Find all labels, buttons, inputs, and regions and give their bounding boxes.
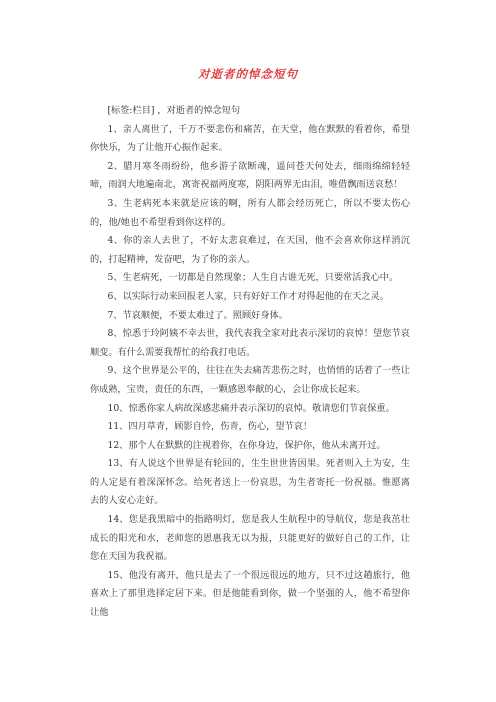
paragraph-5: 5、生老病死，一切都是自然现象；人生自古谁无死，只要常活我心中。 [107, 272, 399, 284]
paragraph-15: 15、他没有离开，他只是去了一个很远很远的地方，只不过这趟旅行，他喜欢上了那里选择定居下来。但是他能看到你，做一个坚强的人，他不希望你让他 [90, 569, 410, 619]
document-title: 对逝者的悼念短句 [198, 67, 298, 81]
paragraph-4: 4、你的亲人去世了，不好太悲哀难过，在天国，他不会喜欢你这样消沉的，打起精神，发奋吧，为了你的亲人。 [90, 235, 410, 265]
paragraph-14: 14、您是我黑暗中的指路明灯，您是我人生航程中的导航仪，您是我茁壮成长的阳光和水，老师您的恩惠我无以为报，只能更好的做好自己的工作，让您在天国为我祝福。 [90, 514, 410, 563]
paragraph-9: 9、这个世界是公平的，往往在失去痛苦悲伤之时，也悄悄的话着了一些让你成熟，宝贵，责任的东西，一颗感恩奉献的心，会让你成长起来。 [90, 365, 410, 395]
paragraph-8: 8、惊悉于玲阿姨不幸去世，我代表我全家对此表示深切的哀悼！望您节哀顺变。有什么需要我帮忙的给我打电话。 [90, 328, 410, 358]
paragraph-6: 6、以实际行动来回报老人家，只有好好工作才对得起他的在天之灵。 [107, 290, 389, 302]
paragraph-7: 7、节哀顺便，不要太难过了。照顾好身体。 [107, 309, 288, 321]
paragraph-2: 2、腊月寒冬雨纷纷，他乡游子欲断魂，遥问苍天何处去，细雨绵绵轻轻啼，雨润大地遍南北，寓寄祝福两度寒，阴阳两界无由泪，唯借飘雨送哀愁！ [90, 160, 410, 191]
paragraph-13: 13、有人说这个世界是有轮回的，生生世世皆因果。死者则入土为安，生的人定是有着深深怀念。给死者送上一份哀思，为生者寄托一份祝福。惟愿离去的人安心走好。 [90, 458, 410, 507]
document-body [90, 102, 410, 623]
paragraph-1: 1、亲人离世了，千万不要悲伤和痛苦，在天堂，他在默默的看着你，希望你快乐，为了让他开心振作起来。 [90, 123, 410, 154]
paragraph-12: 12、那个人在默默的注视着你，在你身边，保护你，他从未离开过。 [107, 439, 386, 451]
paragraph-intro: [标签:栏目] ，对逝者的悼念短句 [107, 105, 241, 116]
paragraph-10: 10、惊悉你家人病故深感悲痛并表示深切的哀悼。敬请您们节哀保重。 [107, 402, 395, 414]
paragraph-11: 11、四月草青，顾影自怜，伤青，伤心，望节哀！ [107, 421, 313, 433]
paragraph-3: 3、生老病死本来就是应该的啊，所有人都会经历死亡，所以不要太伤心的，他/她也不希望看到你这样的。 [90, 197, 410, 228]
